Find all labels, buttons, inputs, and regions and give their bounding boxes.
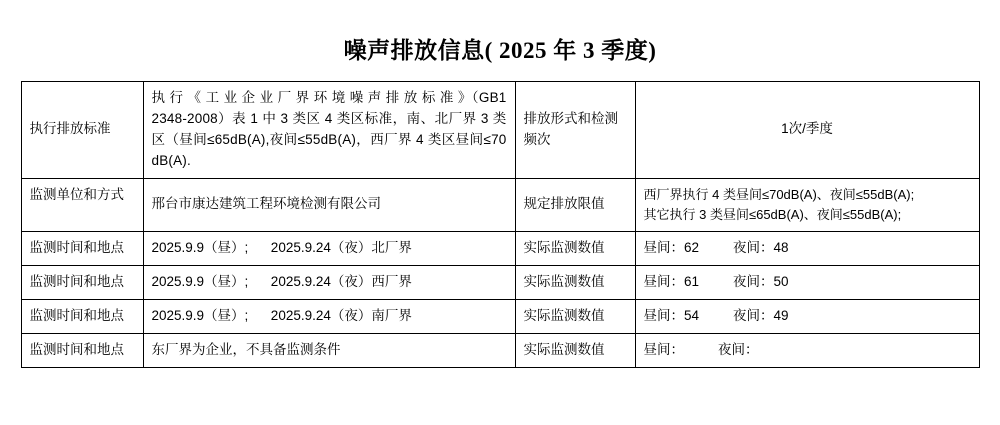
table-row [21, 82, 979, 179]
actual-measured-values [635, 299, 979, 333]
table-row [21, 178, 979, 231]
night-label: 夜间： [733, 273, 774, 289]
night-label: 夜间： [718, 341, 759, 357]
table-row [21, 299, 979, 333]
day-value: 61 [684, 273, 700, 289]
row-label-monitoring-time-location: 监测时间和地点 [21, 231, 143, 265]
monitoring-time-location-value: 2025.9.9（昼）; 2025.9.24（夜）西厂界 [143, 265, 515, 299]
actual-measured-values [635, 333, 979, 367]
row-label-monitoring-time-location: 监测时间和地点 [21, 333, 143, 367]
day-label: 昼间： [643, 239, 684, 255]
night-value: 50 [773, 273, 789, 289]
day-label: 昼间： [643, 341, 684, 357]
noise-emission-table [21, 81, 980, 368]
row-label-actual-value: 实际监测数值 [515, 265, 635, 299]
row-label-actual-value: 实际监测数值 [515, 299, 635, 333]
night-value: 48 [773, 239, 789, 255]
emission-limit-line-1: 西厂界执行 4 类昼间≤70dB(A)、夜间≤55dB(A); [643, 186, 915, 202]
monitoring-time-location-value: 东厂界为企业，不具备监测条件 [143, 333, 515, 367]
row-label-monitoring-time-location: 监测时间和地点 [21, 265, 143, 299]
monitoring-time-location-value: 2025.9.9（昼）; 2025.9.24（夜）南厂界 [143, 299, 515, 333]
emission-standard-text: 执 行 《 工 业 企 业 厂 界 环 境 噪 声 排 放 标 准 》（GB12348-2008）表 1 中 3 类区 4 类区标准，南、北厂界 3 类区（昼间≤65dB(A),夜间≤55dB(A)，西厂界 4 类区昼间≤70dB(A). [143, 82, 515, 179]
row-label-monitoring-unit: 监测单位和方式 [21, 178, 143, 231]
table-row [21, 265, 979, 299]
day-label: 昼间： [643, 273, 684, 289]
night-label: 夜间： [733, 307, 774, 323]
emission-frequency-value: 1次/季度 [635, 82, 979, 179]
row-label-emission-form-frequency: 排放形式和检测频次 [515, 82, 635, 179]
emission-limit-value [635, 178, 979, 231]
page-title: 噪声排放信息( 2025 年 3 季度) [343, 38, 657, 63]
actual-measured-values [635, 231, 979, 265]
row-label-actual-value: 实际监测数值 [515, 231, 635, 265]
actual-measured-values [635, 265, 979, 299]
monitoring-unit-value: 邢台市康达建筑工程环境检测有限公司 [143, 178, 515, 231]
row-label-actual-value: 实际监测数值 [515, 333, 635, 367]
table-row [21, 231, 979, 265]
row-label-emission-limit: 规定排放限值 [515, 178, 635, 231]
day-label: 昼间： [643, 307, 684, 323]
monitoring-time-location-value: 2025.9.9（昼）; 2025.9.24（夜）北厂界 [143, 231, 515, 265]
row-label-emission-standard: 执行排放标准 [21, 82, 143, 179]
row-label-monitoring-time-location: 监测时间和地点 [21, 299, 143, 333]
day-value: 54 [684, 307, 700, 323]
day-value: 62 [684, 239, 700, 255]
night-value: 49 [773, 307, 789, 323]
table-row [21, 333, 979, 367]
night-label: 夜间： [733, 239, 774, 255]
emission-limit-line-2: 其它执行 3 类昼间≤65dB(A)、夜间≤55dB(A); [643, 206, 902, 222]
